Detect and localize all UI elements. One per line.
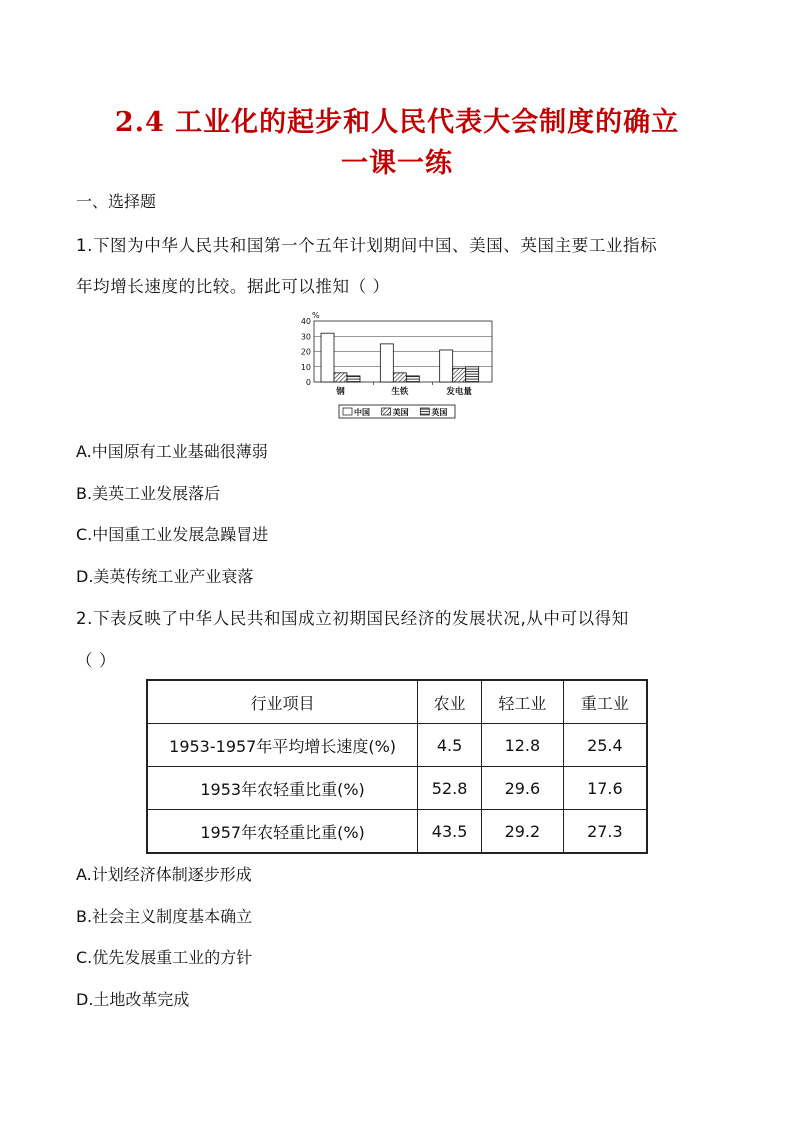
q1-stem-line2: 年均增长速度的比较。据此可以推知（ ）	[76, 277, 390, 296]
table-cell: 12.8	[482, 724, 564, 767]
table-cell: 25.4	[563, 724, 647, 767]
bar-2-2	[393, 373, 406, 382]
legend-label: 英国	[431, 408, 448, 417]
bar-2-1	[334, 373, 347, 382]
q2-option-c[interactable]: C.优先发展重工业的方针	[76, 948, 253, 967]
q2-option-b[interactable]: B.社会主义制度基本确立	[76, 907, 253, 926]
y-tick-label: 20	[300, 347, 311, 357]
legend-label: 美国	[392, 408, 409, 417]
legend-swatch	[382, 408, 391, 415]
y-tick-label: 40	[300, 317, 311, 326]
x-category-label: 发电量	[446, 387, 472, 397]
y-tick-label: 30	[300, 332, 311, 342]
q2-option-a[interactable]: A.计划经济体制逐步形成	[76, 865, 252, 884]
page-title-line1: 2.4 工业化的起步和人民代表大会制度的确立	[114, 107, 680, 138]
y-tick-label: 10	[300, 362, 311, 372]
legend-label: 中国	[354, 408, 370, 417]
table-cell: 1953-1957年平均增长速度(%)	[147, 724, 418, 767]
bar-1-2	[380, 344, 393, 382]
q1-option-a[interactable]: A.中国原有工业基础很薄弱	[76, 442, 268, 461]
table-header-cell: 行业项目	[147, 680, 418, 724]
table-row	[147, 724, 647, 767]
section-heading: 一、选择题	[76, 192, 157, 211]
q1-stem-line1: 1.下图为中华人民共和国第一个五年计划期间中国、美国、英国主要工业指标	[76, 236, 658, 255]
table-cell: 1953年农轻重比重(%)	[147, 767, 418, 810]
y-tick-label: 0	[305, 378, 311, 387]
q1-option-c[interactable]: C.中国重工业发展急躁冒进	[76, 525, 269, 544]
chart-bars	[321, 333, 479, 382]
bar-2-3	[453, 368, 466, 382]
bar-3-2	[406, 376, 419, 382]
q1-option-b[interactable]: B.美英工业发展落后	[76, 484, 221, 503]
table-header-row	[147, 680, 647, 724]
legend-swatch	[420, 408, 429, 415]
q2-stem-line2: （ ）	[76, 651, 117, 670]
y-axis-label: %	[312, 311, 320, 320]
x-category-label: 生铁	[391, 387, 409, 397]
page-title-line2: 一课一练	[341, 148, 453, 179]
q2-option-d[interactable]: D.土地改革完成	[76, 990, 190, 1009]
table-cell: 1957年农轻重比重(%)	[147, 810, 418, 854]
table-row	[147, 767, 647, 810]
table-cell: 29.6	[482, 767, 564, 810]
table-cell: 27.3	[563, 810, 647, 854]
table-cell: 4.5	[418, 724, 482, 767]
growth-bar-chart	[292, 306, 512, 424]
legend-swatch	[343, 408, 352, 415]
table-cell: 29.2	[482, 810, 564, 854]
bar-1-3	[440, 350, 453, 382]
q1-option-d[interactable]: D.美英传统工业产业衰落	[76, 567, 254, 586]
x-category-label: 钢	[336, 387, 345, 397]
table-cell: 43.5	[418, 810, 482, 854]
economy-table	[146, 679, 648, 854]
table-header-cell: 轻工业	[482, 680, 564, 724]
table-cell: 17.6	[563, 767, 647, 810]
table-cell: 52.8	[418, 767, 482, 810]
chart-legend	[339, 405, 455, 418]
table-row	[147, 810, 647, 854]
bar-3-1	[347, 376, 360, 382]
bar-3-3	[466, 367, 479, 382]
table-header-cell: 重工业	[563, 680, 647, 724]
bar-1-1	[321, 333, 334, 382]
table-header-cell: 农业	[418, 680, 482, 724]
q2-stem-line1: 2.下表反映了中华人民共和国成立初期国民经济的发展状况,从中可以得知	[76, 609, 629, 628]
